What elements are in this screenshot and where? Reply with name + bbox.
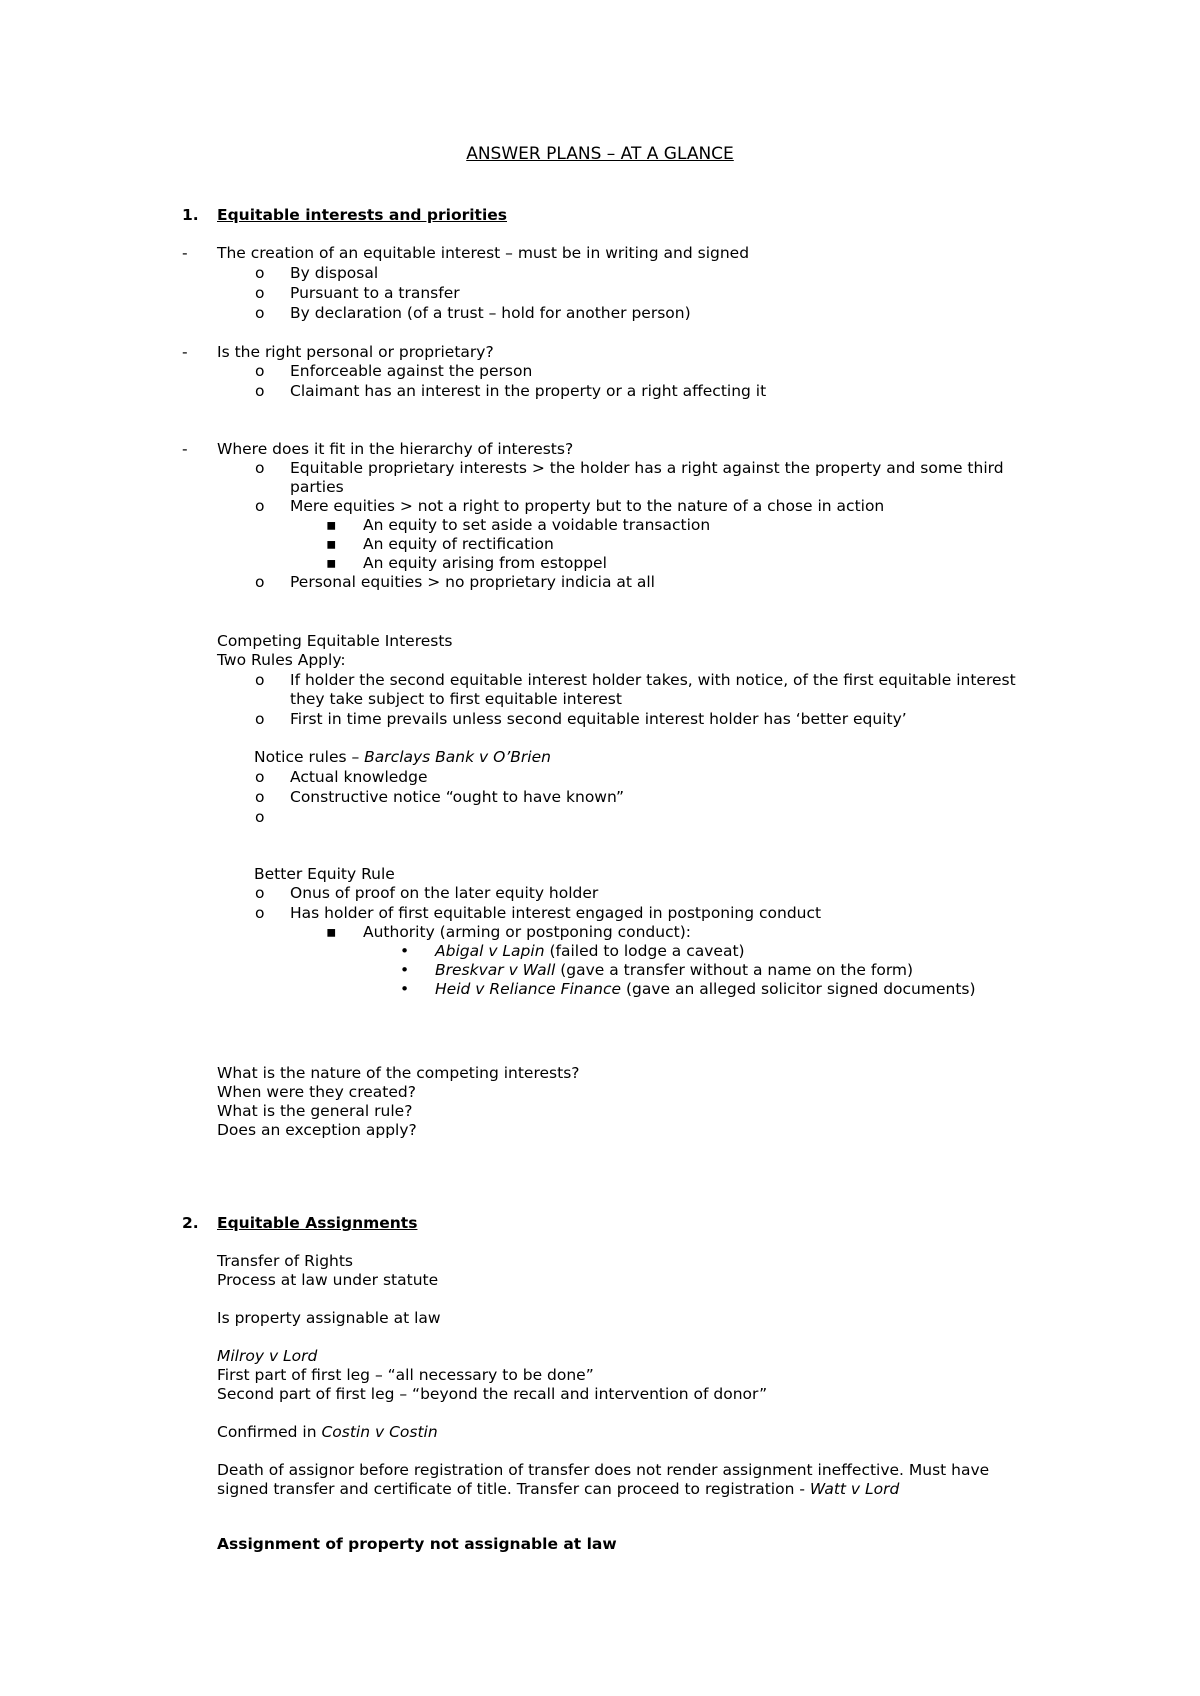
subheading: Competing Equitable Interests bbox=[217, 632, 453, 650]
page-title: ANSWER PLANS – AT A GLANCE bbox=[466, 144, 734, 164]
confirmed-label: Confirmed in bbox=[217, 1423, 322, 1441]
circle-bullet: o bbox=[255, 884, 265, 902]
paragraph-text: signed transfer and certificate of title. Transfer can proceed to registration - bbox=[217, 1480, 810, 1498]
list-item-continued: they take subject to first equitable interest bbox=[290, 690, 622, 708]
notice-rules-line bbox=[254, 748, 551, 767]
personal-point: Is the right personal or proprietary? bbox=[217, 343, 494, 361]
circle-bullet: o bbox=[255, 904, 265, 922]
list-item: Constructive notice “ought to have known” bbox=[290, 788, 624, 806]
case-note: (gave a transfer without a name on the form) bbox=[555, 961, 914, 979]
list-item: Claimant has an interest in the property or a right affecting it bbox=[290, 382, 767, 400]
list-item: Mere equities > not a right to property but to the nature of a chose in action bbox=[290, 497, 885, 515]
square-bullet: ▪ bbox=[326, 535, 337, 553]
circle-bullet: o bbox=[255, 788, 265, 806]
paragraph-line: Death of assignor before registration of transfer does not render assignment ineffective. Must have bbox=[217, 1461, 990, 1479]
question-line: What is the general rule? bbox=[217, 1102, 413, 1120]
list-item: First in time prevails unless second equitable interest holder has ‘better equity’ bbox=[290, 710, 907, 728]
circle-bullet: o bbox=[255, 573, 265, 591]
list-item: Equitable proprietary interests > the holder has a right against the property and some third bbox=[290, 459, 1004, 477]
question-line: Does an exception apply? bbox=[217, 1121, 417, 1139]
dot-bullet: • bbox=[400, 961, 410, 979]
paragraph-line: Is property assignable at law bbox=[217, 1309, 441, 1327]
dot-bullet: • bbox=[400, 980, 410, 998]
paragraph-line: Transfer of Rights bbox=[217, 1252, 354, 1270]
sub-list-item: An equity to set aside a voidable transaction bbox=[363, 516, 711, 534]
circle-bullet: o bbox=[255, 710, 265, 728]
list-item: Has holder of first equitable interest engaged in postponing conduct bbox=[290, 904, 822, 922]
case-item bbox=[435, 980, 976, 999]
circle-bullet: o bbox=[255, 671, 265, 689]
paragraph-line bbox=[217, 1423, 438, 1442]
case-item bbox=[435, 961, 913, 980]
dash-bullet: - bbox=[182, 440, 188, 458]
circle-bullet: o bbox=[255, 768, 265, 786]
circle-bullet: o bbox=[255, 382, 265, 400]
question-line: When were they created? bbox=[217, 1083, 416, 1101]
list-item: By declaration (of a trust – hold for another person) bbox=[290, 304, 691, 322]
dash-bullet: - bbox=[182, 244, 188, 262]
notice-label: Notice rules – bbox=[254, 748, 365, 766]
list-item-continued: parties bbox=[290, 478, 344, 496]
bold-subheading: Assignment of property not assignable at law bbox=[217, 1535, 617, 1553]
circle-bullet: o bbox=[255, 304, 265, 322]
section-2-heading: Equitable Assignments bbox=[217, 1214, 418, 1232]
list-item: Personal equities > no proprietary indicia at all bbox=[290, 573, 655, 591]
case-citation: Breskvar v Wall bbox=[435, 961, 556, 979]
case-note: (gave an alleged solicitor signed documents) bbox=[621, 980, 976, 998]
case-citation: Barclays Bank v O’Brien bbox=[364, 748, 551, 766]
case-citation bbox=[217, 1347, 317, 1366]
square-bullet: ▪ bbox=[326, 923, 337, 941]
case-citation: Heid v Reliance Finance bbox=[435, 980, 622, 998]
list-item: By disposal bbox=[290, 264, 379, 282]
sub-list-item: An equity of rectification bbox=[363, 535, 554, 553]
paragraph-line: Process at law under statute bbox=[217, 1271, 439, 1289]
list-item: If holder the second equitable interest holder takes, with notice, of the first equitable interest bbox=[290, 671, 1016, 689]
dot-bullet: • bbox=[400, 942, 410, 960]
case-citation: Watt v Lord bbox=[809, 1480, 900, 1498]
case-citation-text: Milroy v Lord bbox=[217, 1347, 318, 1365]
circle-bullet: o bbox=[255, 808, 265, 826]
circle-bullet: o bbox=[255, 459, 265, 477]
sub-list-item: Authority (arming or postponing conduct): bbox=[363, 923, 691, 941]
hierarchy-point: Where does it fit in the hierarchy of interests? bbox=[217, 440, 574, 458]
paragraph-line: Second part of first leg – “beyond the recall and intervention of donor” bbox=[217, 1385, 768, 1403]
subheading: Better Equity Rule bbox=[254, 865, 395, 883]
section-2-number: 2. bbox=[182, 1214, 199, 1232]
case-citation: Abigal v Lapin bbox=[435, 942, 545, 960]
list-item: Pursuant to a transfer bbox=[290, 284, 460, 302]
circle-bullet: o bbox=[255, 497, 265, 515]
paragraph-line bbox=[217, 1480, 899, 1499]
section-1-heading: Equitable interests and priorities bbox=[217, 206, 508, 224]
question-line: What is the nature of the competing interests? bbox=[217, 1064, 580, 1082]
circle-bullet: o bbox=[255, 362, 265, 380]
list-item: Enforceable against the person bbox=[290, 362, 533, 380]
subheading: Two Rules Apply: bbox=[217, 651, 346, 669]
section-1-number: 1. bbox=[182, 206, 199, 224]
case-citation: Costin v Costin bbox=[321, 1423, 438, 1441]
circle-bullet: o bbox=[255, 264, 265, 282]
case-note: (failed to lodge a caveat) bbox=[544, 942, 745, 960]
square-bullet: ▪ bbox=[326, 554, 337, 572]
sub-list-item: An equity arising from estoppel bbox=[363, 554, 607, 572]
circle-bullet: o bbox=[255, 284, 265, 302]
list-item: Onus of proof on the later equity holder bbox=[290, 884, 599, 902]
dash-bullet: - bbox=[182, 343, 188, 361]
list-item: Actual knowledge bbox=[290, 768, 428, 786]
square-bullet: ▪ bbox=[326, 516, 337, 534]
paragraph-line: First part of first leg – “all necessary to be done” bbox=[217, 1366, 594, 1384]
creation-point: The creation of an equitable interest – must be in writing and signed bbox=[217, 244, 750, 262]
case-item bbox=[435, 942, 745, 961]
